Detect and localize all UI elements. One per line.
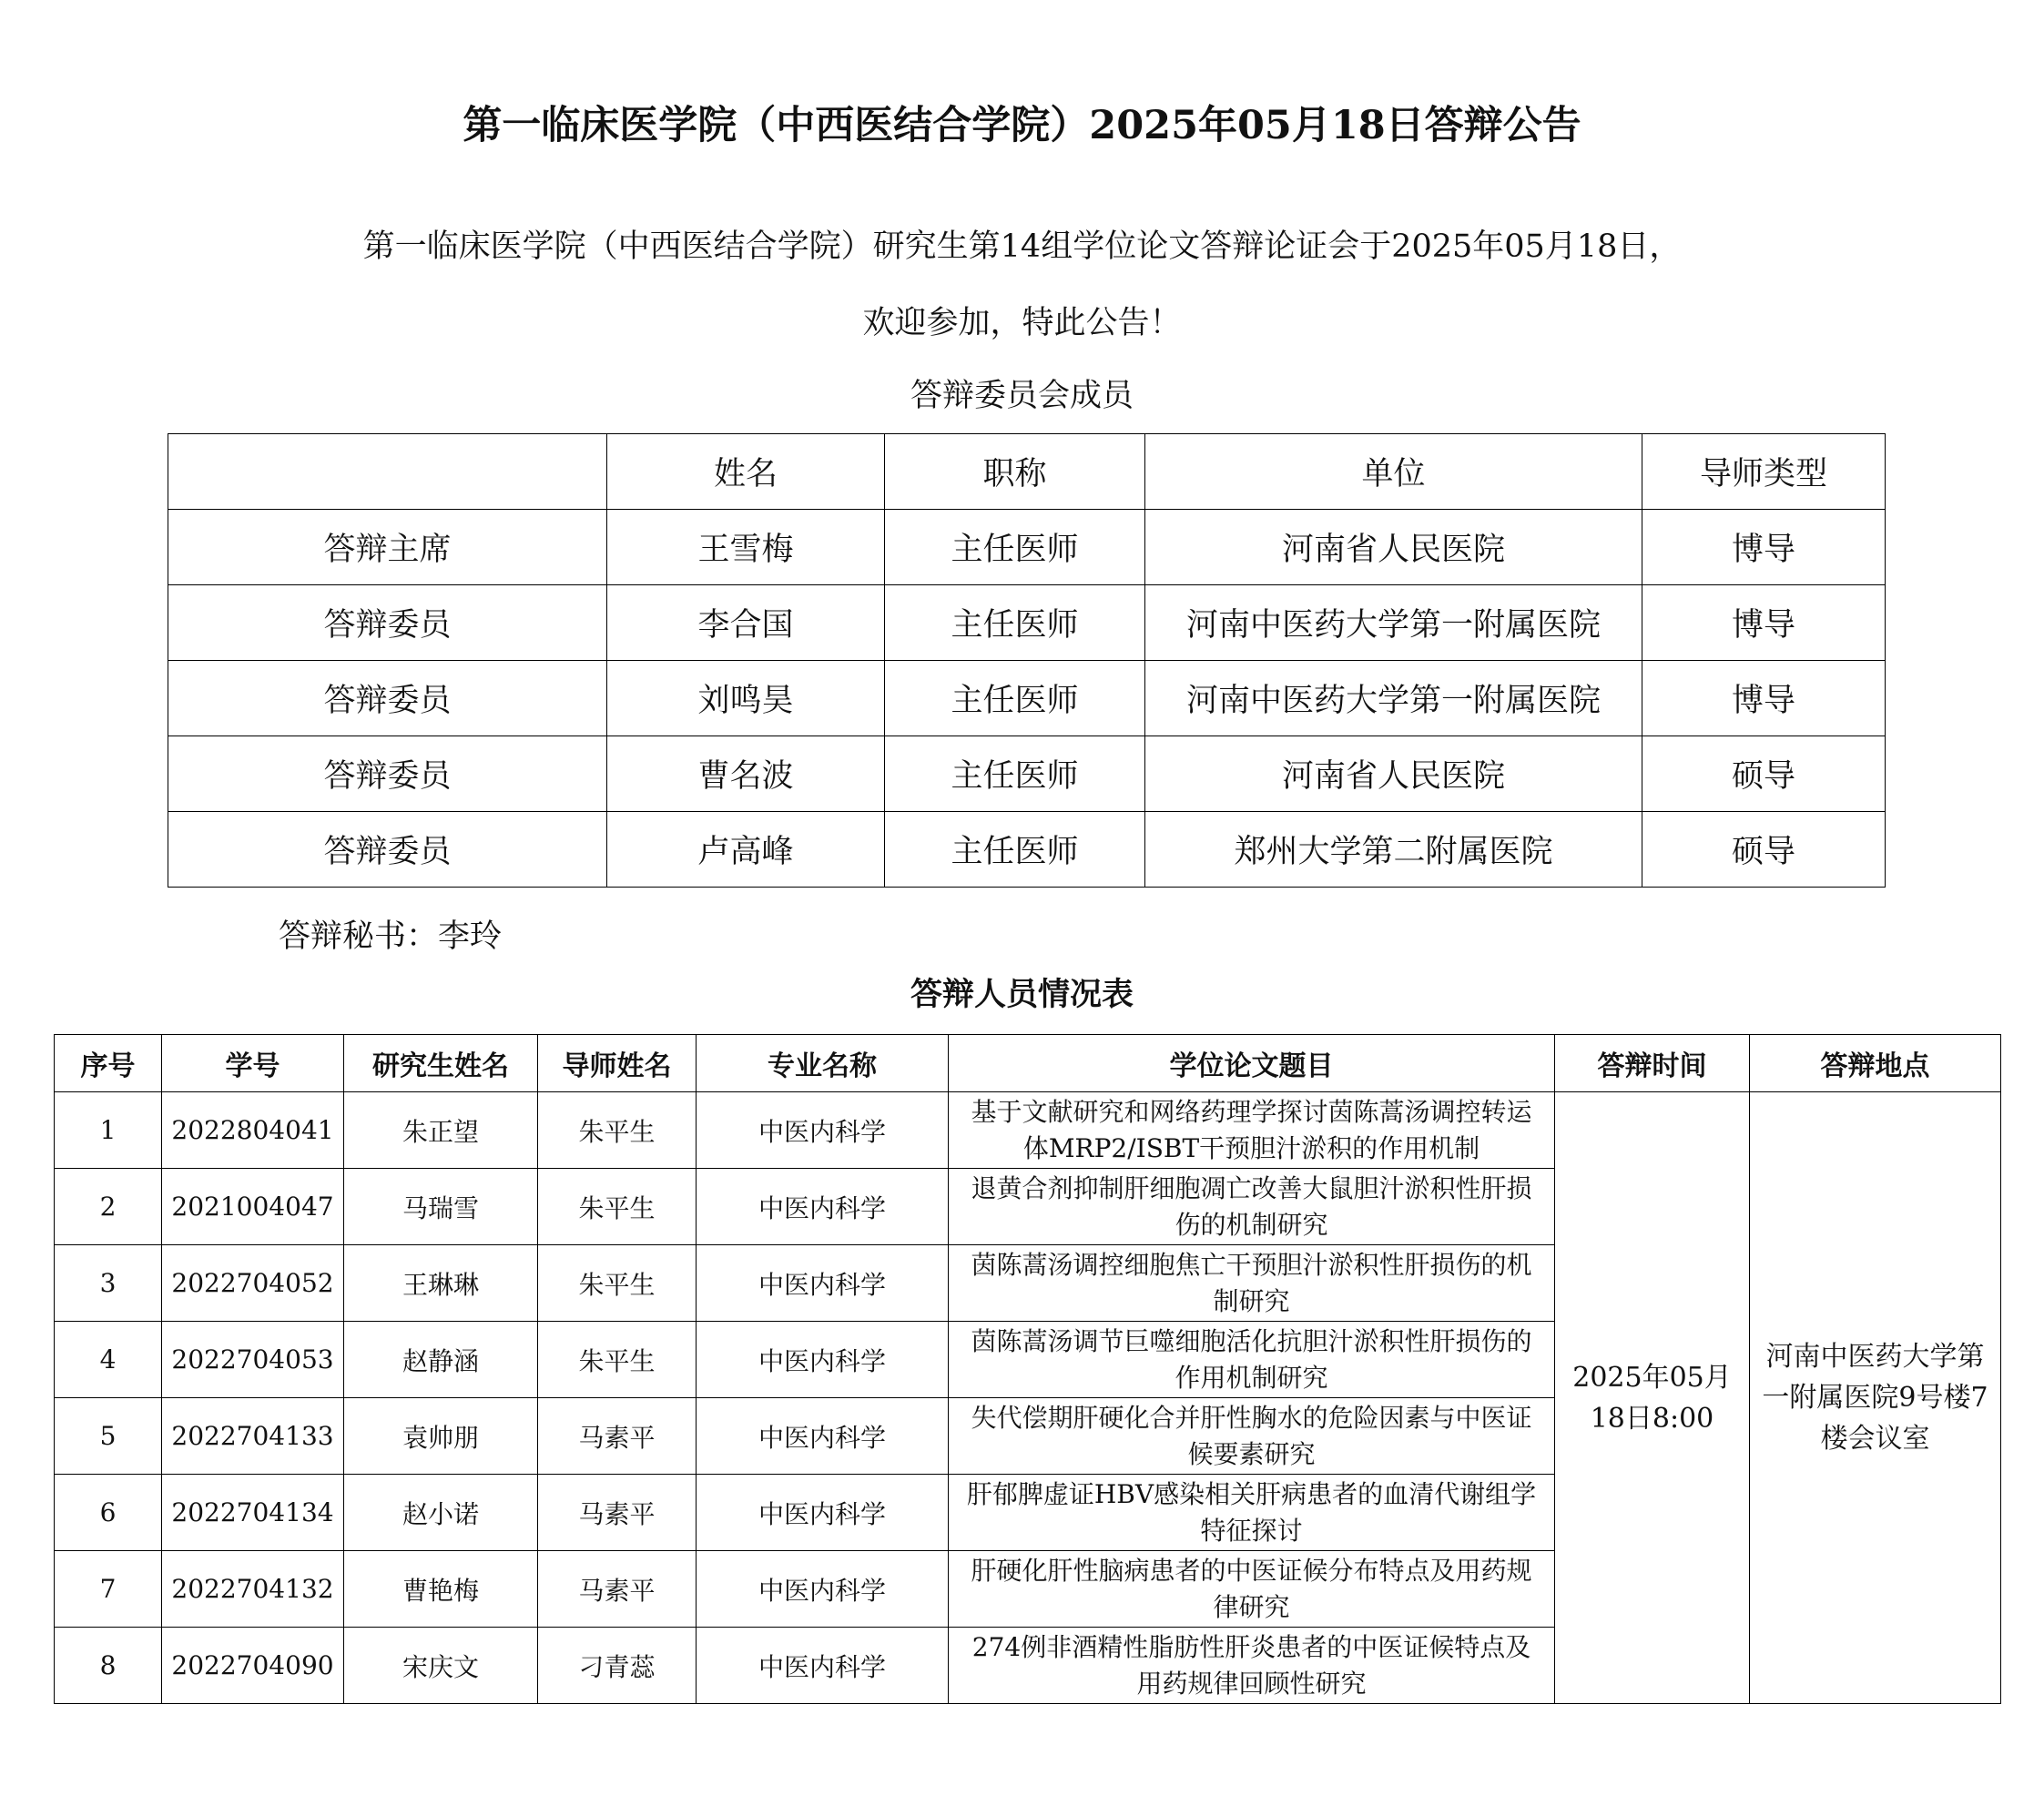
defense-student-id: 2022704134 <box>162 1475 344 1551</box>
announcement-line-1: 第一临床医学院（中西医结合学院）研究生第14组学位论文答辩论证会于2025年05月18日， <box>362 228 1682 265</box>
defense-index: 3 <box>55 1245 162 1322</box>
committee-advisor-type: 硕导 <box>1642 812 1886 888</box>
defense-index: 7 <box>55 1551 162 1628</box>
defense-student-id: 2022704053 <box>162 1322 344 1398</box>
defense-student-id: 2022804041 <box>162 1092 344 1169</box>
defense-advisor: 朱平生 <box>538 1245 697 1322</box>
defense-header-major: 专业名称 <box>697 1035 949 1092</box>
defense-major: 中医内科学 <box>697 1169 949 1245</box>
committee-unit: 郑州大学第二附属医院 <box>1145 812 1642 888</box>
committee-row <box>168 661 1886 736</box>
committee-heading: 答辩委员会成员 <box>910 378 1134 414</box>
defense-header-time: 答辩时间 <box>1555 1035 1750 1092</box>
page-title: 第一临床医学院（中西医结合学院）2025年05月18日答辩公告 <box>463 103 1581 148</box>
committee-title: 主任医师 <box>885 585 1145 661</box>
committee-name: 曹名波 <box>607 736 885 812</box>
defense-major: 中医内科学 <box>697 1245 949 1322</box>
defense-header-student-id: 学号 <box>162 1035 344 1092</box>
defense-header-location: 答辩地点 <box>1750 1035 2001 1092</box>
defense-index: 5 <box>55 1398 162 1475</box>
defense-major: 中医内科学 <box>697 1475 949 1551</box>
defense-time: 2025年05月18日8:00 <box>1555 1092 1750 1704</box>
defense-student-id: 2022704090 <box>162 1628 344 1704</box>
defense-major: 中医内科学 <box>697 1322 949 1398</box>
committee-advisor-type: 硕导 <box>1642 736 1886 812</box>
defense-student-name: 曹艳梅 <box>344 1551 538 1628</box>
defense-header-index: 序号 <box>55 1035 162 1092</box>
committee-unit: 河南省人民医院 <box>1145 736 1642 812</box>
announcement-line-2: 欢迎参加，特此公告！ <box>862 305 1182 341</box>
committee-name: 王雪梅 <box>607 510 885 585</box>
committee-row <box>168 510 1886 585</box>
defense-major: 中医内科学 <box>697 1551 949 1628</box>
committee-header-row <box>168 434 1886 510</box>
defense-major: 中医内科学 <box>697 1092 949 1169</box>
defense-index: 6 <box>55 1475 162 1551</box>
committee-row <box>168 585 1886 661</box>
committee-header-title: 职称 <box>885 434 1145 510</box>
defense-thesis-title: 茵陈蒿汤调控细胞焦亡干预胆汁淤积性肝损伤的机制研究 <box>949 1245 1555 1322</box>
defense-advisor: 马素平 <box>538 1475 697 1551</box>
committee-name: 李合国 <box>607 585 885 661</box>
committee-advisor-type: 博导 <box>1642 510 1886 585</box>
defense-thesis-title: 肝硬化肝性脑病患者的中医证候分布特点及用药规律研究 <box>949 1551 1555 1628</box>
defense-major: 中医内科学 <box>697 1628 949 1704</box>
committee-title: 主任医师 <box>885 661 1145 736</box>
defense-header-student-name: 研究生姓名 <box>344 1035 538 1092</box>
committee-header-name: 姓名 <box>607 434 885 510</box>
committee-role: 答辩委员 <box>168 661 607 736</box>
defense-student-name: 赵静涵 <box>344 1322 538 1398</box>
committee-title: 主任医师 <box>885 736 1145 812</box>
defense-location: 河南中医药大学第一附属医院9号楼7楼会议室 <box>1750 1092 2001 1704</box>
committee-role: 答辩委员 <box>168 585 607 661</box>
committee-name: 刘鸣昊 <box>607 661 885 736</box>
defense-thesis-title: 274例非酒精性脂肪性肝炎患者的中医证候特点及用药规律回顾性研究 <box>949 1628 1555 1704</box>
defense-thesis-title: 退黄合剂抑制肝细胞凋亡改善大鼠胆汁淤积性肝损伤的机制研究 <box>949 1169 1555 1245</box>
defense-header-row <box>55 1035 2001 1092</box>
defense-student-name: 宋庆文 <box>344 1628 538 1704</box>
defense-advisor: 刁青蕊 <box>538 1628 697 1704</box>
committee-unit: 河南中医药大学第一附属医院 <box>1145 585 1642 661</box>
defense-thesis-title: 基于文献研究和网络药理学探讨茵陈蒿汤调控转运体MRP2/ISBT干预胆汁淤积的作用机制 <box>949 1092 1555 1169</box>
defense-student-name: 赵小诺 <box>344 1475 538 1551</box>
defense-advisor: 马素平 <box>538 1398 697 1475</box>
committee-role: 答辩委员 <box>168 812 607 888</box>
committee-unit: 河南省人民医院 <box>1145 510 1642 585</box>
defense-advisor: 朱平生 <box>538 1169 697 1245</box>
committee-name: 卢高峰 <box>607 812 885 888</box>
defense-major: 中医内科学 <box>697 1398 949 1475</box>
defense-advisor: 马素平 <box>538 1551 697 1628</box>
committee-unit: 河南中医药大学第一附属医院 <box>1145 661 1642 736</box>
defense-row <box>55 1092 2001 1169</box>
defense-student-id: 2022704133 <box>162 1398 344 1475</box>
committee-table <box>168 433 1886 888</box>
committee-header-unit: 单位 <box>1145 434 1642 510</box>
defense-thesis-title: 茵陈蒿汤调节巨噬细胞活化抗胆汁淤积性肝损伤的作用机制研究 <box>949 1322 1555 1398</box>
committee-header-role <box>168 434 607 510</box>
committee-header-advisor-type: 导师类型 <box>1642 434 1886 510</box>
defense-thesis-title: 肝郁脾虚证HBV感染相关肝病患者的血清代谢组学特征探讨 <box>949 1475 1555 1551</box>
committee-title: 主任医师 <box>885 812 1145 888</box>
defense-table-heading: 答辩人员情况表 <box>910 976 1134 1013</box>
defense-header-advisor: 导师姓名 <box>538 1035 697 1092</box>
committee-role: 答辩委员 <box>168 736 607 812</box>
defense-index: 4 <box>55 1322 162 1398</box>
committee-advisor-type: 博导 <box>1642 585 1886 661</box>
defense-student-name: 袁帅朋 <box>344 1398 538 1475</box>
defense-student-name: 马瑞雪 <box>344 1169 538 1245</box>
defense-index: 2 <box>55 1169 162 1245</box>
defense-index: 8 <box>55 1628 162 1704</box>
defense-thesis-title: 失代偿期肝硬化合并肝性胸水的危险因素与中医证候要素研究 <box>949 1398 1555 1475</box>
defense-table <box>54 1034 2001 1704</box>
defense-student-id: 2022704052 <box>162 1245 344 1322</box>
defense-index: 1 <box>55 1092 162 1169</box>
committee-title: 主任医师 <box>885 510 1145 585</box>
committee-role: 答辩主席 <box>168 510 607 585</box>
defense-advisor: 朱平生 <box>538 1092 697 1169</box>
committee-row <box>168 812 1886 888</box>
defense-student-id: 2021004047 <box>162 1169 344 1245</box>
defense-header-thesis: 学位论文题目 <box>949 1035 1555 1092</box>
committee-advisor-type: 博导 <box>1642 661 1886 736</box>
defense-student-id: 2022704132 <box>162 1551 344 1628</box>
committee-row <box>168 736 1886 812</box>
defense-secretary: 答辩秘书：李玲 <box>279 918 503 955</box>
defense-advisor: 朱平生 <box>538 1322 697 1398</box>
defense-student-name: 王琳琳 <box>344 1245 538 1322</box>
defense-student-name: 朱正望 <box>344 1092 538 1169</box>
